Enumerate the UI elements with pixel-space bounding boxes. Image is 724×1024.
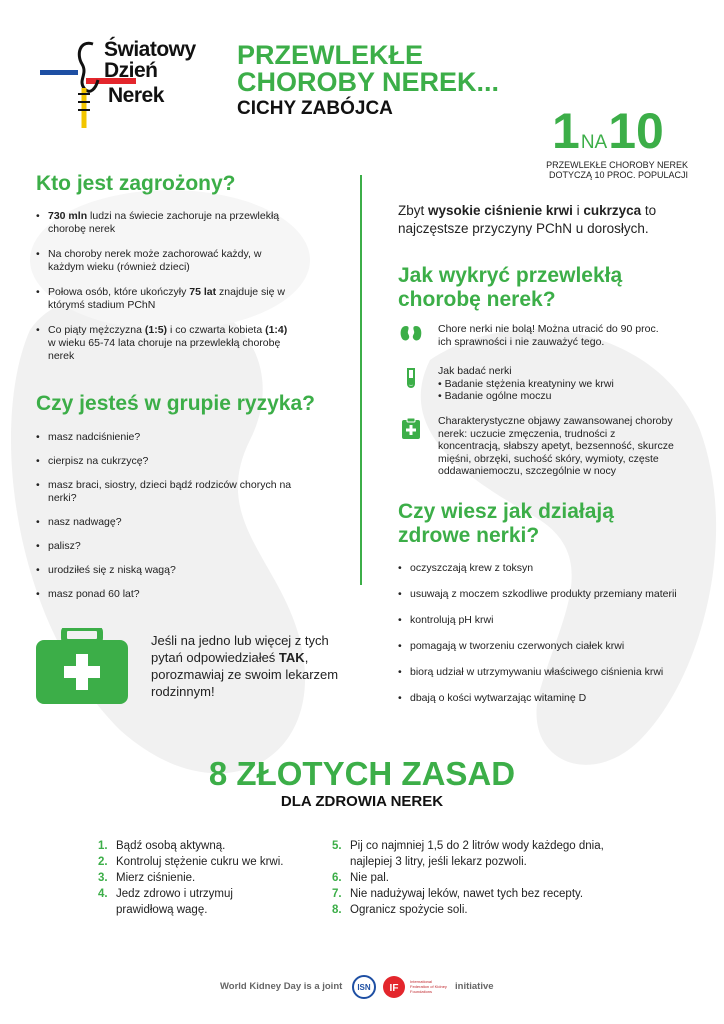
rule-item: 2. Kontroluj stężenie cukru we krwi.	[98, 856, 284, 868]
logo-line-2: Dzień	[104, 59, 158, 82]
ifkf-full-name: International Federation of Kidney Foundations	[410, 979, 447, 994]
rule-item: 7. Nie nadużywaj leków, nawet tych bez recepty.	[332, 888, 584, 900]
stat-num-1: 1	[552, 103, 580, 159]
list-item: • Połowa osób, które ukończyły 75 lat znajduje się w którymś stadium PChN	[36, 286, 296, 312]
test-tube-icon	[400, 367, 422, 389]
list-item: • cierpisz na cukrzycę?	[36, 455, 306, 468]
footer	[0, 975, 724, 999]
list-item: • palisz?	[36, 540, 306, 553]
main-causes-text: Zbyt wysokie ciśnienie krwi i cukrzyca to najczęstsze przyczyny PChN u dorosłych.	[398, 203, 657, 236]
isn-logo-icon	[352, 975, 376, 999]
kidney-icon	[400, 323, 422, 345]
stat-caption	[528, 160, 688, 180]
stat-caption-line-1: PRZEWLEKŁE CHOROBY NEREK	[546, 160, 688, 170]
world-kidney-day-logo	[38, 32, 203, 132]
list-item: • masz braci, siostry, dzieci bądź rodziców chorych na nerki?	[36, 479, 306, 505]
logo-line-3: Nerek	[108, 84, 164, 107]
rules-list-left	[98, 838, 328, 918]
heading-who-at-risk: Kto jest zagrożony?	[36, 172, 236, 195]
footer-left-text: World Kidney Day is a joint	[220, 981, 343, 992]
rule-item: 5. Pij co najmniej 1,5 do 2 litrów wody każdego dnia, najlepiej 3 litry, jeśli lekarz pozwoli.	[332, 840, 604, 868]
detect-row-symptoms: Charakterystyczne objawy zawansowanej choroby nerek: uczucie zmęczenia, trudności z koncentracją, słabszy apetyt, bezsenność, skurcze mięśni, obrzęki, suchość skóry, wymioty, częste oddawaniemoczu, szczególnie w nocy	[398, 415, 698, 479]
list-item: • biorą udział w utrzymywaniu właściwego ciśnienia krwi	[398, 666, 698, 679]
healthy-kidneys-list	[398, 562, 698, 705]
list-item: • masz ponad 60 lat?	[36, 588, 306, 601]
rule-item: 4. Jedz zdrowo i utrzymuj prawidłową wagę.	[98, 888, 233, 916]
isn-logo-text: ISN	[357, 983, 371, 992]
list-item: • masz nadciśnienie?	[36, 431, 306, 444]
title-line-2: CHOROBY NEREK...	[237, 67, 500, 97]
stat-na: NA	[580, 132, 608, 153]
who-at-risk-list	[36, 210, 296, 363]
logo-line-1: Światowy	[104, 38, 196, 61]
rule-item: 1. Bądź osobą aktywną.	[98, 840, 226, 852]
page-subtitle: CICHY ZABÓJCA	[237, 98, 393, 119]
rules-subtitle: DLA ZDROWIA NEREK	[280, 793, 444, 810]
rule-item: 6. Nie pal.	[332, 872, 389, 884]
list-item: • nasz nadwagę?	[36, 516, 306, 529]
list-item: • kontrolują pH krwi	[398, 614, 698, 627]
stat-num-2: 10	[608, 103, 664, 159]
title-line-1: PRZEWLEKŁE	[237, 40, 423, 70]
detect-row-no-pain: Chore nerki nie bolą! Można utracić do 90 proc. ich sprawności i nie zauważyć tego.	[398, 323, 698, 353]
detect-row-tests: Jak badać nerki • Badanie stężenia kreatyniny we krwi • Badanie ogólne moczu	[398, 365, 698, 405]
page-title	[237, 42, 499, 96]
risk-group-list	[36, 431, 306, 601]
rules-list-right	[332, 838, 662, 918]
list-item: • urodziłeś się z niską wagą?	[36, 564, 306, 577]
rule-item: 8. Ogranicz spożycie soli.	[332, 904, 468, 916]
heading-detect: Jak wykryć przewlekłą chorobę nerek?	[398, 264, 623, 311]
medical-clipboard-icon	[400, 417, 422, 439]
rule-item: 3. Mierz ciśnienie.	[98, 872, 196, 884]
stat-ratio	[552, 103, 664, 159]
heading-risk-group: Czy jesteś w grupie ryzyka?	[36, 392, 315, 415]
list-item: • Co piąty mężczyzna (1:5) i co czwarta kobieta (1:4) w wieku 65-74 lata choruje na przewlekłą chorobę nerek	[36, 324, 296, 363]
ifkf-logo-icon	[382, 975, 408, 999]
ifkf-logo-text: IF	[389, 983, 399, 994]
doctor-advice-note: Jeśli na jedno lub więcej z tych pytań odpowiedziałeś TAK, porozmawiaj ze swoim lekarzem rodzinnym!	[151, 633, 339, 699]
first-aid-kit-icon	[36, 628, 128, 704]
column-divider	[360, 175, 362, 585]
list-item: • oczyszczają krew z toksyn	[398, 562, 698, 575]
list-item: • pomagają w tworzeniu czerwonych ciałek krwi	[398, 640, 698, 653]
list-item: • Na choroby nerek może zachorować każdy, w każdym wieku (również dzieci)	[36, 248, 296, 274]
rules-title: 8 ZŁOTYCH ZASAD	[208, 755, 516, 792]
footer-right-text: initiative	[455, 981, 494, 992]
stat-caption-line-2: DOTYCZĄ 10 PROC. POPULACJI	[548, 170, 688, 180]
list-item: • 730 mln ludzi na świecie zachoruje na przewlekłą chorobę nerek	[36, 210, 296, 236]
list-item: • dbają o kości wytwarzając witaminę D	[398, 692, 698, 705]
list-item: • usuwają z moczem szkodliwe produkty przemiany materii	[398, 588, 698, 601]
heading-healthy-kidneys: Czy wiesz jak działają zdrowe nerki?	[398, 500, 614, 547]
